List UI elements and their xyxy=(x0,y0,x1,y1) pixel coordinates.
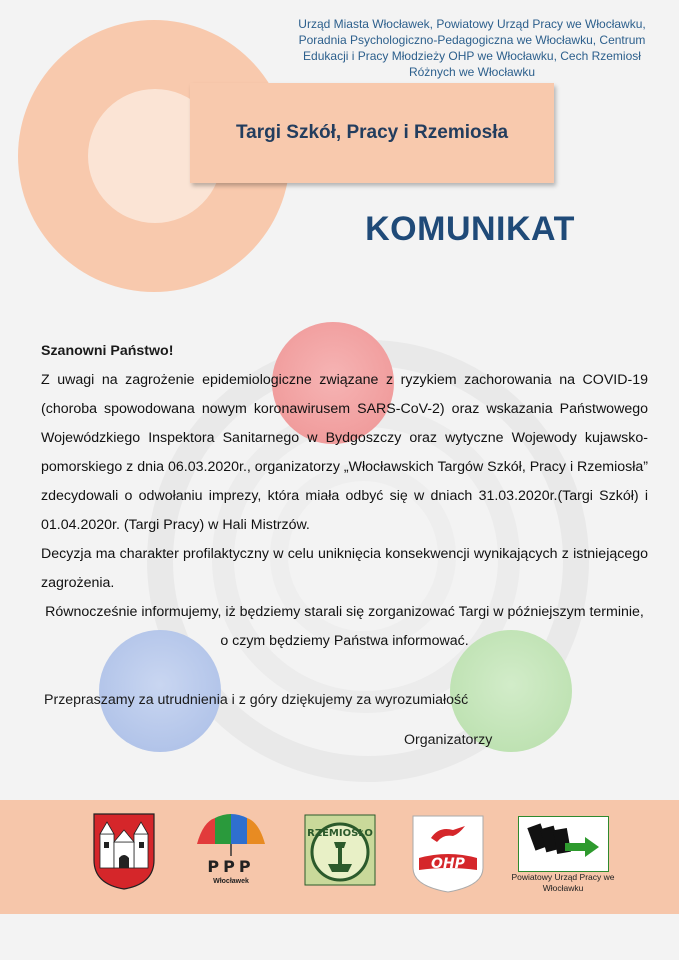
pup-logo-icon xyxy=(519,817,608,871)
paragraph-decision: Decyzja ma charakter profilaktyczny w celu uniknięcia konsekwencji wynikających z istniejącego zagrożenia. xyxy=(41,546,648,591)
paragraph-cancellation: Z uwagi na zagrożenie epidemiologiczne związane z ryzykiem zachorowania na COVID-19 (choroba spowodowana nowym koronawirusem SARS-CoV-2) oraz wskazania Państwowego Wojewódzkiego Inspektora Sanitarnego w Bydgoszczy oraz wytyczne Wojewody kujawsko-pomorskiego z dnia 06.03.2020r., organizatorzy „Włocławskich Targów Szkół, Pracy i Rzemiosła” zdecydowali o odwołaniu imprezy, która miała odbyć się w dniach 31.03.2020r.(Targi Szkół) i 01.04.2020r. (Targi Pracy) w Hali Mistrzów. xyxy=(41,372,648,533)
event-title: Targi Szkół, Pracy i Rzemiosła xyxy=(235,122,509,143)
organizers-list: Urząd Miasta Włocławek, Powiatowy Urząd Pracy we Włocławku, Poradnia Psychologiczno-Pedagogiczna we Włocławku, Centrum Edukacji i Pracy Młodzieży OHP we Włocławku, Cech Rzemiosł Różnych we Włocławku xyxy=(298,17,646,79)
rzemioslo-logo-text: RZEMIOSŁO xyxy=(307,828,373,839)
greeting: Szanowni Państwo! xyxy=(41,343,174,359)
ppp-logo-caption: Włocławek xyxy=(213,878,249,885)
ohp-logo-icon xyxy=(409,812,487,894)
paragraph-future-info: Równocześnie informujemy, iż będziemy starali się zorganizować Targi w późniejszym terminie, o czym będziemy Państwa informować. xyxy=(45,604,644,649)
apology-line: Przepraszamy za utrudnienia i z góry dziękujemy za wyrozumiałość xyxy=(44,692,469,708)
document-heading: KOMUNIKAT xyxy=(365,210,575,248)
pup-logo-caption: Powiatowy Urząd Pracy we Włocławku xyxy=(511,872,615,893)
signature: Organizatorzy xyxy=(404,732,493,748)
ppp-logo-letters: PPP xyxy=(207,857,255,876)
rzemioslo-seal-icon xyxy=(304,814,376,886)
ohp-logo-text: OHP xyxy=(431,856,465,872)
wloclawek-coat-of-arms-icon xyxy=(92,812,156,890)
pup-logo-box xyxy=(518,816,609,872)
